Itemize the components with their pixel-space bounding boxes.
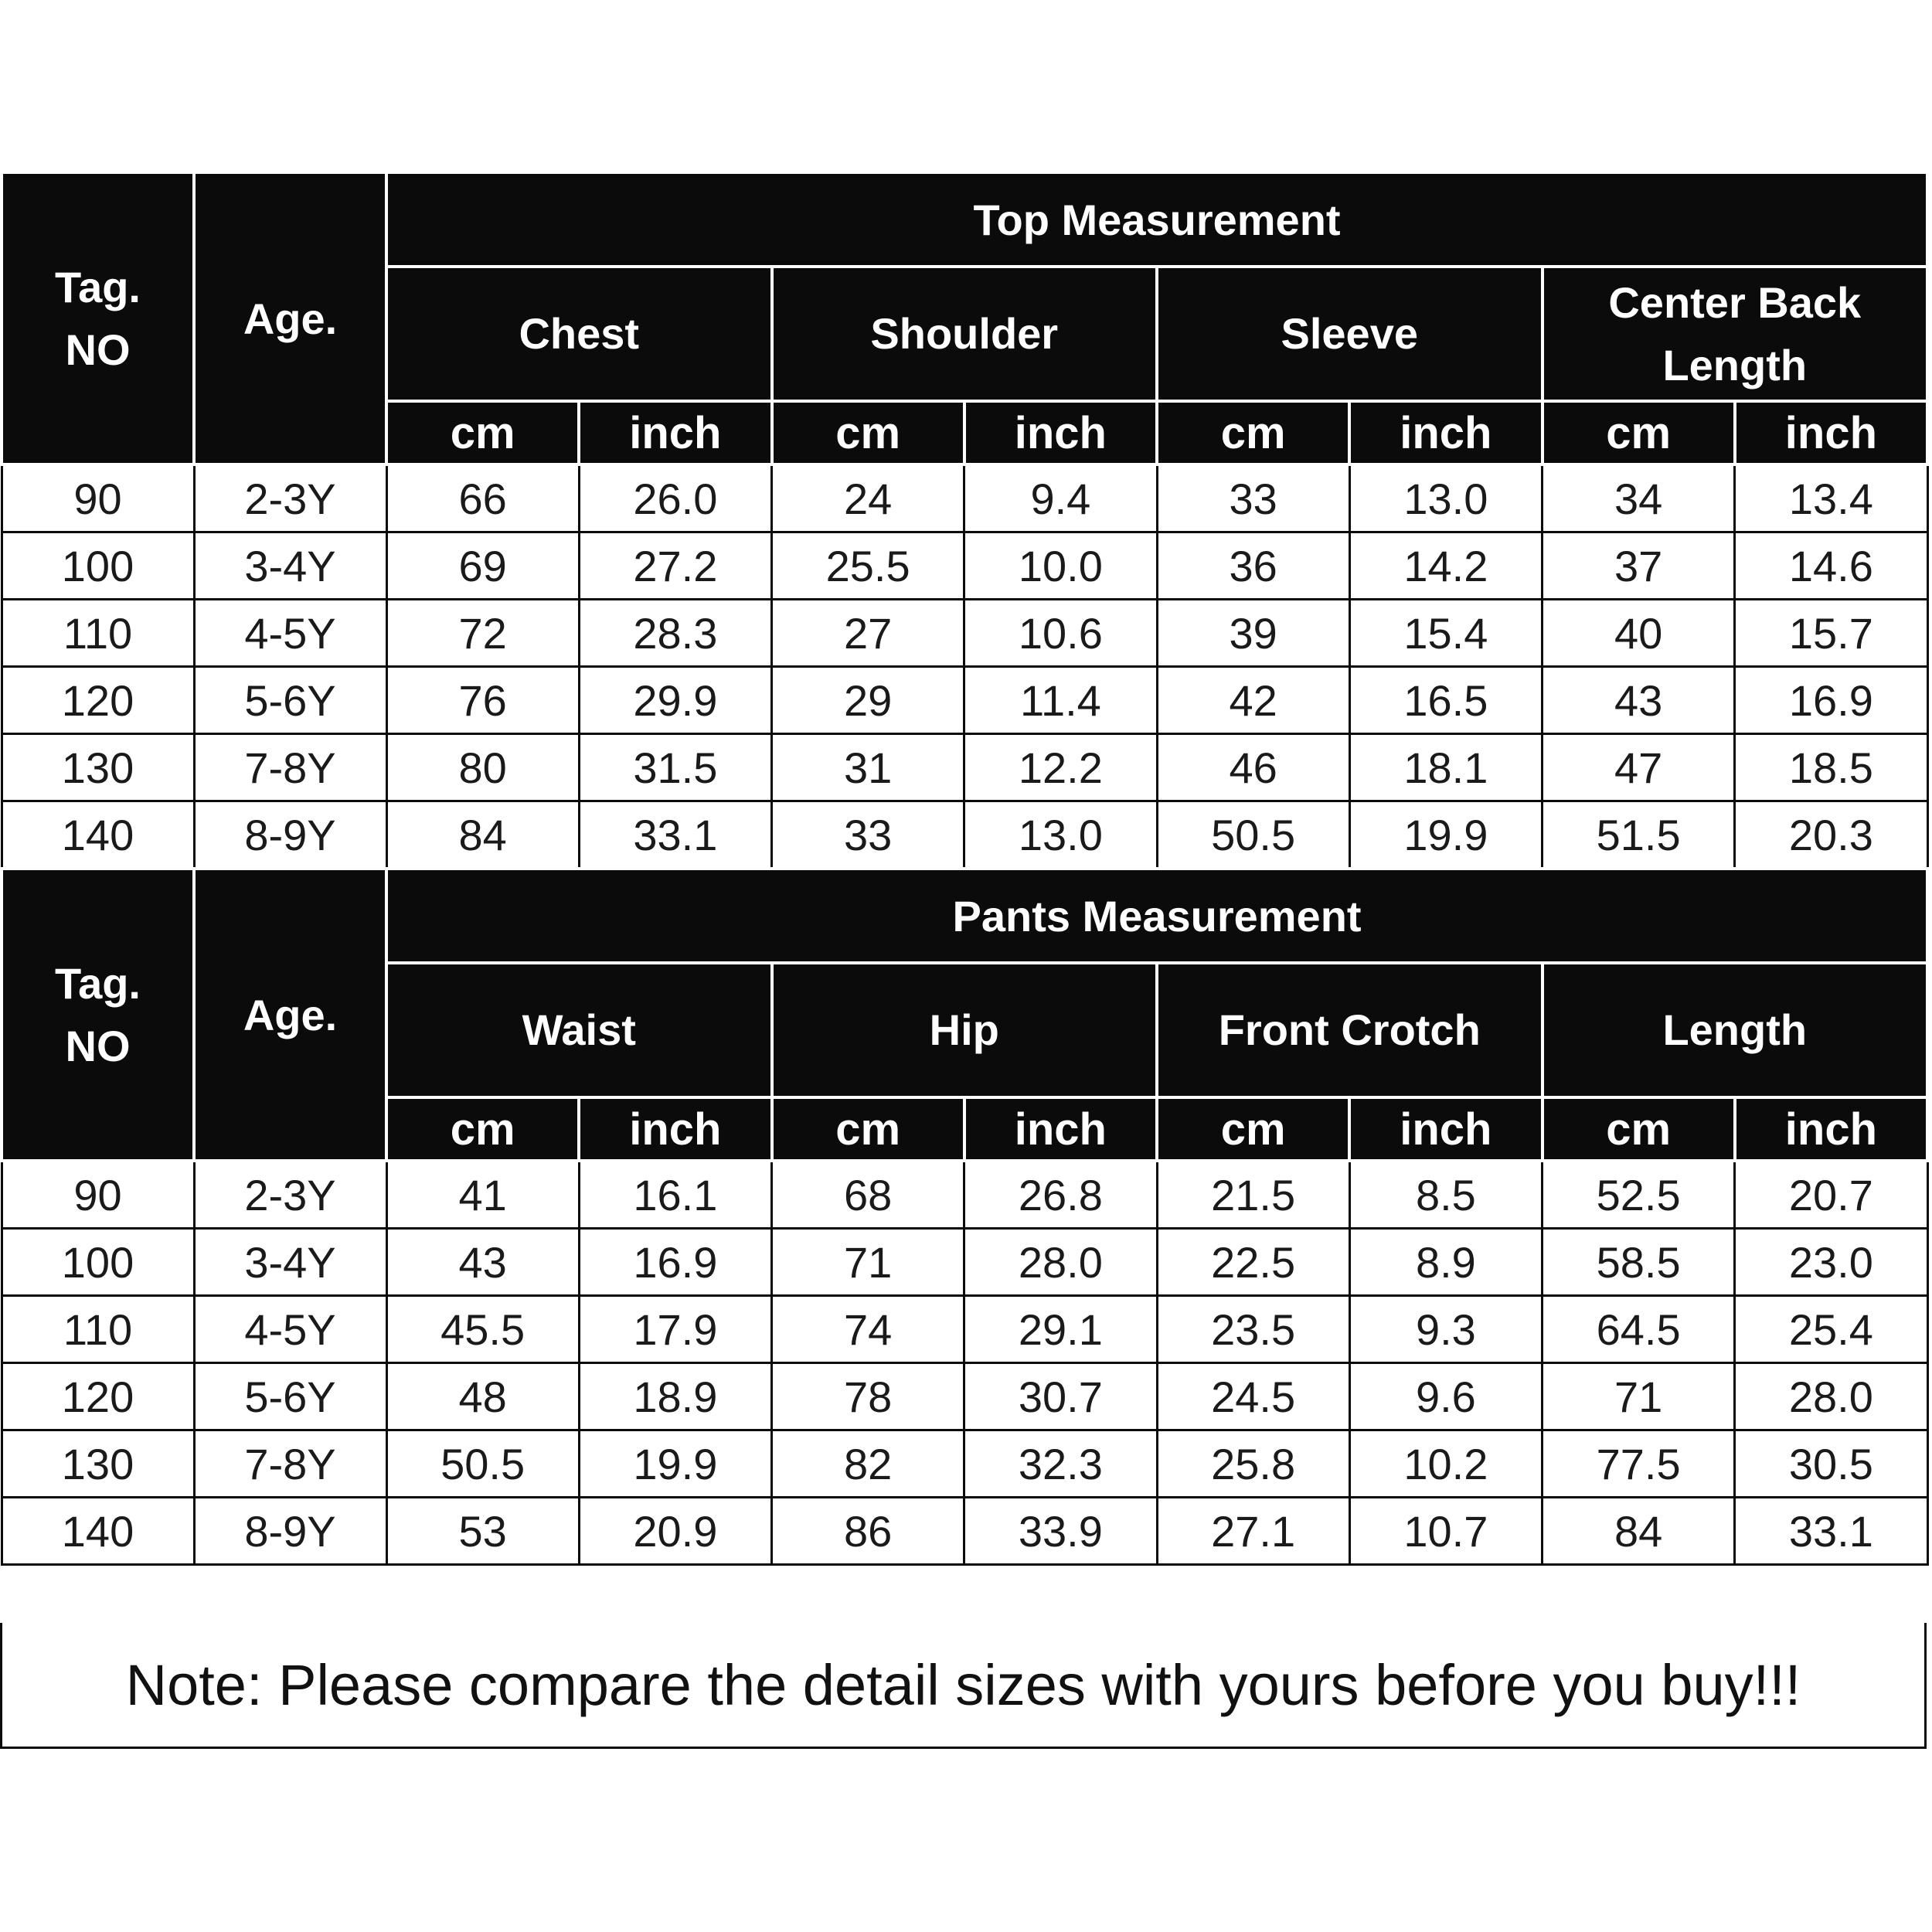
age-cell: 2-3Y — [194, 1161, 386, 1229]
value-cell: 28.3 — [579, 600, 771, 667]
pants-table-row — [2, 1296, 1927, 1363]
top-group-header: Sleeve — [1157, 267, 1543, 401]
pants-age-header: Age. — [194, 869, 386, 1161]
age-cell: 5-6Y — [194, 667, 386, 734]
value-cell: 46 — [1157, 734, 1349, 801]
tag-cell: 140 — [2, 1498, 194, 1565]
tag-cell: 110 — [2, 1296, 194, 1363]
unit-inch-header: inch — [1735, 1097, 1927, 1161]
value-cell: 18.9 — [579, 1363, 771, 1430]
pants-group-header: Hip — [772, 963, 1158, 1097]
value-cell: 32.3 — [964, 1430, 1157, 1498]
value-cell: 10.7 — [1349, 1498, 1542, 1565]
value-cell: 27.2 — [579, 532, 771, 600]
top-tag-no-header: Tag. NO — [2, 172, 194, 464]
value-cell: 77.5 — [1543, 1430, 1735, 1498]
value-cell: 23.5 — [1157, 1296, 1349, 1363]
pants-tag-no-header: Tag. NO — [2, 869, 194, 1161]
value-cell: 10.6 — [964, 600, 1157, 667]
value-cell: 29.1 — [964, 1296, 1157, 1363]
value-cell: 47 — [1543, 734, 1735, 801]
value-cell: 39 — [1157, 600, 1349, 667]
value-cell: 9.4 — [964, 464, 1157, 532]
age-cell: 4-5Y — [194, 1296, 386, 1363]
value-cell: 33.1 — [1735, 1498, 1927, 1565]
top-section-title: Top Measurement — [386, 172, 1927, 267]
tag-cell: 130 — [2, 734, 194, 801]
value-cell: 16.9 — [579, 1229, 771, 1296]
unit-cm-header: cm — [386, 1097, 579, 1161]
pants-section-title: Pants Measurement — [386, 869, 1927, 963]
value-cell: 10.0 — [964, 532, 1157, 600]
pants-table-row — [2, 1363, 1927, 1430]
value-cell: 24 — [772, 464, 964, 532]
value-cell: 17.9 — [579, 1296, 771, 1363]
value-cell: 9.3 — [1349, 1296, 1542, 1363]
value-cell: 76 — [386, 667, 579, 734]
unit-cm-header: cm — [1157, 1097, 1349, 1161]
value-cell: 82 — [772, 1430, 964, 1498]
value-cell: 21.5 — [1157, 1161, 1349, 1229]
value-cell: 29 — [772, 667, 964, 734]
unit-cm-header: cm — [1543, 1097, 1735, 1161]
unit-cm-header: cm — [386, 401, 579, 464]
value-cell: 30.5 — [1735, 1430, 1927, 1498]
value-cell: 69 — [386, 532, 579, 600]
age-cell: 8-9Y — [194, 1498, 386, 1565]
top-table-row — [2, 734, 1927, 801]
value-cell: 27.1 — [1157, 1498, 1349, 1565]
value-cell: 33 — [772, 801, 964, 869]
unit-inch-header: inch — [579, 401, 771, 464]
unit-cm-header: cm — [772, 1097, 964, 1161]
age-cell: 7-8Y — [194, 734, 386, 801]
value-cell: 71 — [1543, 1363, 1735, 1430]
value-cell: 12.2 — [964, 734, 1157, 801]
tag-cell: 100 — [2, 1229, 194, 1296]
top-age-header: Age. — [194, 172, 386, 464]
value-cell: 13.4 — [1735, 464, 1927, 532]
value-cell: 40 — [1543, 600, 1735, 667]
value-cell: 58.5 — [1543, 1229, 1735, 1296]
value-cell: 14.2 — [1349, 532, 1542, 600]
value-cell: 8.9 — [1349, 1229, 1542, 1296]
pants-group-header: Length — [1543, 963, 1928, 1097]
value-cell: 16.5 — [1349, 667, 1542, 734]
age-cell: 7-8Y — [194, 1430, 386, 1498]
value-cell: 16.9 — [1735, 667, 1927, 734]
value-cell: 20.3 — [1735, 801, 1927, 869]
value-cell: 33.9 — [964, 1498, 1157, 1565]
value-cell: 14.6 — [1735, 532, 1927, 600]
value-cell: 71 — [772, 1229, 964, 1296]
value-cell: 37 — [1543, 532, 1735, 600]
value-cell: 13.0 — [1349, 464, 1542, 532]
value-cell: 28.0 — [1735, 1363, 1927, 1430]
value-cell: 8.5 — [1349, 1161, 1542, 1229]
value-cell: 15.7 — [1735, 600, 1927, 667]
tag-cell: 90 — [2, 464, 194, 532]
pants-table-row — [2, 1229, 1927, 1296]
value-cell: 84 — [1543, 1498, 1735, 1565]
value-cell: 30.7 — [964, 1363, 1157, 1430]
top-group-header: Shoulder — [772, 267, 1158, 401]
value-cell: 25.4 — [1735, 1296, 1927, 1363]
value-cell: 27 — [772, 600, 964, 667]
age-cell: 2-3Y — [194, 464, 386, 532]
top-table-row — [2, 600, 1927, 667]
value-cell: 9.6 — [1349, 1363, 1542, 1430]
value-cell: 48 — [386, 1363, 579, 1430]
value-cell: 41 — [386, 1161, 579, 1229]
unit-inch-header: inch — [964, 401, 1157, 464]
tag-cell: 120 — [2, 1363, 194, 1430]
value-cell: 36 — [1157, 532, 1349, 600]
value-cell: 29.9 — [579, 667, 771, 734]
value-cell: 18.5 — [1735, 734, 1927, 801]
tag-cell: 140 — [2, 801, 194, 869]
pants-group-header: Waist — [386, 963, 772, 1097]
pants-header-row — [2, 869, 1927, 963]
value-cell: 28.0 — [964, 1229, 1157, 1296]
age-cell: 3-4Y — [194, 1229, 386, 1296]
value-cell: 52.5 — [1543, 1161, 1735, 1229]
value-cell: 50.5 — [1157, 801, 1349, 869]
value-cell: 18.1 — [1349, 734, 1542, 801]
unit-cm-header: cm — [1157, 401, 1349, 464]
top-table-row — [2, 532, 1927, 600]
value-cell: 43 — [386, 1229, 579, 1296]
value-cell: 51.5 — [1543, 801, 1735, 869]
value-cell: 72 — [386, 600, 579, 667]
unit-inch-header: inch — [1349, 1097, 1542, 1161]
value-cell: 86 — [772, 1498, 964, 1565]
unit-cm-header: cm — [1543, 401, 1735, 464]
value-cell: 74 — [772, 1296, 964, 1363]
value-cell: 25.8 — [1157, 1430, 1349, 1498]
value-cell: 33.1 — [579, 801, 771, 869]
value-cell: 16.1 — [579, 1161, 771, 1229]
value-cell: 50.5 — [386, 1430, 579, 1498]
value-cell: 31.5 — [579, 734, 771, 801]
age-cell: 5-6Y — [194, 1363, 386, 1430]
value-cell: 53 — [386, 1498, 579, 1565]
unit-inch-header: inch — [1349, 401, 1542, 464]
value-cell: 19.9 — [1349, 801, 1542, 869]
pants-table-row — [2, 1498, 1927, 1565]
value-cell: 64.5 — [1543, 1296, 1735, 1363]
size-table — [0, 171, 1929, 1566]
value-cell: 23.0 — [1735, 1229, 1927, 1296]
size-chart — [0, 171, 1926, 1566]
tag-cell: 110 — [2, 600, 194, 667]
top-group-header: Center Back Length — [1543, 267, 1928, 401]
value-cell: 13.0 — [964, 801, 1157, 869]
value-cell: 31 — [772, 734, 964, 801]
value-cell: 20.7 — [1735, 1161, 1927, 1229]
value-cell: 22.5 — [1157, 1229, 1349, 1296]
age-cell: 4-5Y — [194, 600, 386, 667]
top-table-row — [2, 801, 1927, 869]
value-cell: 26.8 — [964, 1161, 1157, 1229]
value-cell: 45.5 — [386, 1296, 579, 1363]
value-cell: 78 — [772, 1363, 964, 1430]
top-header-row — [2, 172, 1927, 267]
pants-table-row — [2, 1430, 1927, 1498]
tag-cell: 90 — [2, 1161, 194, 1229]
value-cell: 11.4 — [964, 667, 1157, 734]
top-group-header: Chest — [386, 267, 772, 401]
value-cell: 26.0 — [579, 464, 771, 532]
value-cell: 68 — [772, 1161, 964, 1229]
age-cell: 3-4Y — [194, 532, 386, 600]
top-table-row — [2, 464, 1927, 532]
tag-cell: 120 — [2, 667, 194, 734]
value-cell: 84 — [386, 801, 579, 869]
value-cell: 66 — [386, 464, 579, 532]
value-cell: 24.5 — [1157, 1363, 1349, 1430]
value-cell: 19.9 — [579, 1430, 771, 1498]
value-cell: 43 — [1543, 667, 1735, 734]
unit-inch-header: inch — [964, 1097, 1157, 1161]
value-cell: 20.9 — [579, 1498, 771, 1565]
value-cell: 10.2 — [1349, 1430, 1542, 1498]
value-cell: 25.5 — [772, 532, 964, 600]
pants-table-row — [2, 1161, 1927, 1229]
value-cell: 33 — [1157, 464, 1349, 532]
value-cell: 34 — [1543, 464, 1735, 532]
value-cell: 15.4 — [1349, 600, 1542, 667]
unit-inch-header: inch — [1735, 401, 1927, 464]
unit-inch-header: inch — [579, 1097, 771, 1161]
pants-group-header: Front Crotch — [1157, 963, 1543, 1097]
tag-cell: 100 — [2, 532, 194, 600]
tag-cell: 130 — [2, 1430, 194, 1498]
unit-cm-header: cm — [772, 401, 964, 464]
value-cell: 80 — [386, 734, 579, 801]
top-table-row — [2, 667, 1927, 734]
note-text: Note: Please compare the detail sizes with yours before you buy!!! — [0, 1623, 1927, 1749]
age-cell: 8-9Y — [194, 801, 386, 869]
value-cell: 42 — [1157, 667, 1349, 734]
